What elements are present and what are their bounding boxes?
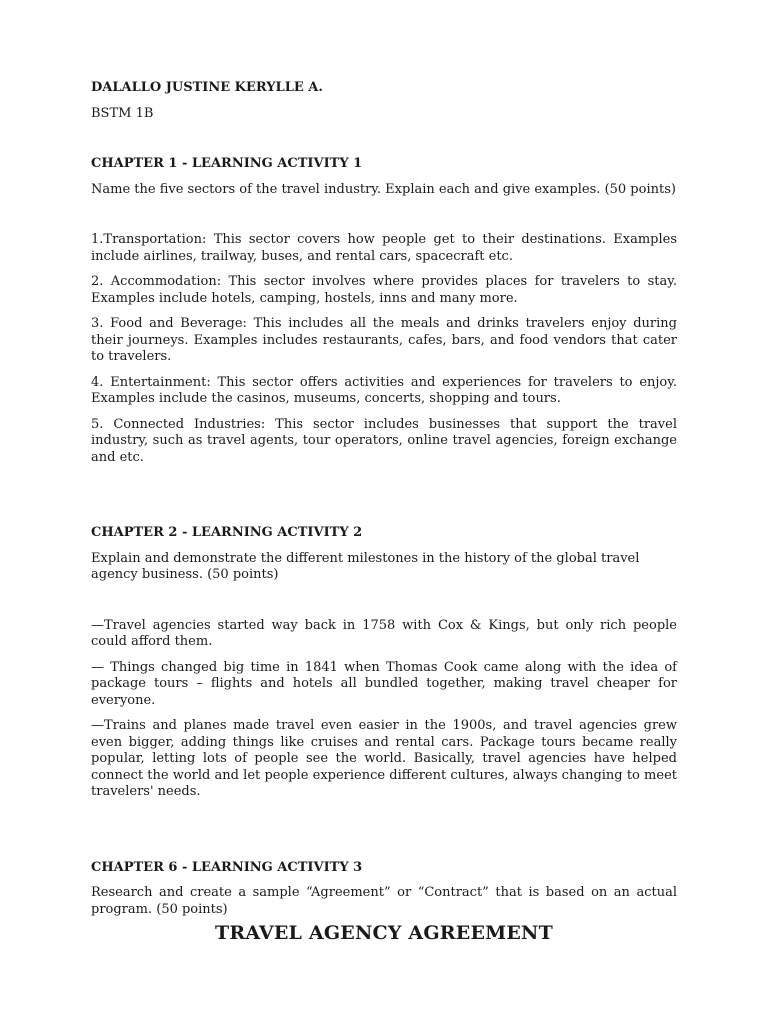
chapter1-question: Name the five sectors of the travel industry. Explain each and give examples. (50 points): [91, 181, 676, 197]
chapter2-answer-3: —Trains and planes made travel even easier in the 1900s, and travel agencies grew even bigger, adding things like cruises and rental cars. Package tours became really popular, letting lots of people see the world. Basically, travel agencies have helped connect the world and let people experience different cultures, always changing to meet travelers' needs.: [91, 718, 677, 799]
chapter2-answer-1: —Travel agencies started way back in 1758 with Cox & Kings, but only rich people could afford them.: [91, 617, 677, 649]
chapter6-heading: CHAPTER 6 - LEARNING ACTIVITY 3: [91, 859, 363, 875]
chapter1-answer-4: 4. Entertainment: This sector offers activities and experiences for travelers to enjoy. Examples include the casinos, museums, concerts, shopping and tours.: [91, 374, 677, 406]
student-section: BSTM 1B: [91, 105, 154, 121]
agreement-title: TRAVEL AGENCY AGREEMENT: [215, 922, 553, 944]
chapter1-answer-5: 5. Connected Industries: This sector includes businesses that support the travel industry, such as travel agents, tour operators, online travel agencies, foreign exchange and etc.: [91, 416, 677, 465]
document-body: [91, 78, 677, 918]
chapter2-answer-2: — Things changed big time in 1841 when Thomas Cook came along with the idea of package tours – flights and hotels all bundled together, making travel cheaper for everyone.: [91, 659, 677, 708]
chapter1-heading: CHAPTER 1 - LEARNING ACTIVITY 1: [91, 156, 363, 171]
student-name: DALALLO JUSTINE KERYLLE A.: [91, 80, 323, 95]
chapter2-heading: CHAPTER 2 - LEARNING ACTIVITY 2: [91, 525, 363, 540]
chapter1-answer-1: 1.Transportation: This sector covers how people get to their destinations. Examples include airlines, trailway, buses, and rental cars, spacecraft etc.: [91, 232, 677, 264]
chapter2-question: Explain and demonstrate the different milestones in the history of the global travel agency business. (50 points): [91, 550, 640, 582]
chapter1-answer-3: 3. Food and Beverage: This includes all the meals and drinks travelers enjoy during their journeys. Examples includes restaurants, cafes, bars, and food vendors that cater to travelers.: [91, 316, 677, 364]
chapter1-answer-2: 2. Accommodation: This sector involves where provides places for travelers to stay. Examples include hotels, camping, hostels, inns and many more.: [91, 274, 677, 306]
chapter6-question: Research and create a sample “Agreement” or “Contract” that is based on an actual program. (50 points): [91, 885, 677, 917]
